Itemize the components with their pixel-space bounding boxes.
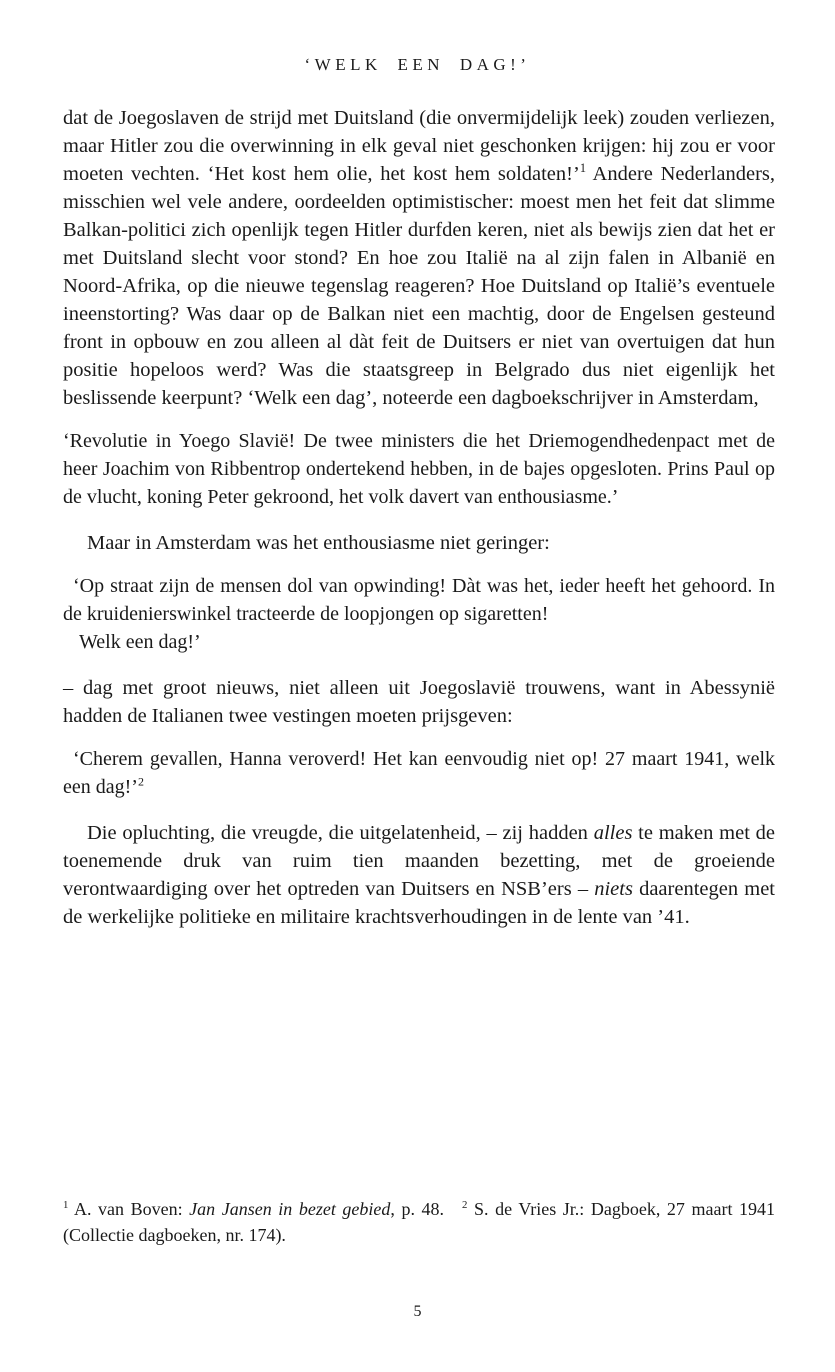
text-run: A. van Boven: — [68, 1199, 190, 1219]
text-run: , p. 48. — [390, 1199, 463, 1219]
footnote-marker: 1 — [579, 161, 586, 176]
text-run: Welk een dag!’ — [79, 631, 201, 653]
italic-text: alles — [593, 822, 633, 844]
body-paragraph — [63, 104, 775, 412]
text-run: Andere Nederlanders, misschien wel vele andere, oordeelden optimistischer: moest men het feit dat slimme Balkan-politici zich openlijk tegen Hitler durfden keren, niet als bewijs zien dat het er met Duitsland slecht voor stond? En hoe zou Italië na al zijn falen in Albanië en Noord-Afrika, op die nieuwe tegenslag reageren? Hoe Duitsland op Italië’s eventuele ineenstorting? Was daar op de Balkan niet een machtig, door de Engelsen gesteund front in opbouw en zou alleen al dàt feit de Duitsers er niet van overtuigen dat hun positie hopeloos werd? Was die staatsgreep in Belgrado dus niet eigenlijk het beslissende keerpunt? ‘Welk een dag’, noteerde een dagboekschrijver in Amsterdam, — [63, 163, 775, 409]
italic-text: Jan Jansen in bezet gebied — [189, 1199, 391, 1219]
text-run: te maken met de toenemende druk van ruim tien maanden bezetting, met de groeiende verontwaardiging over het optreden van Duitsers en NSB’ers – — [63, 822, 775, 900]
block-quote — [63, 628, 775, 656]
body-paragraph — [63, 674, 775, 730]
text-block — [63, 104, 775, 931]
footnote-marker: 2 — [462, 1199, 468, 1211]
running-head: ‘WELK EEN DAG!’ — [304, 55, 531, 74]
italic-text: niets — [594, 878, 633, 900]
block-quote — [63, 745, 775, 801]
text-run: ‘Cherem gevallen, Hanna veroverd! Het kan eenvoudig niet op! 27 maart 1941, welk een dag!’ — [63, 748, 775, 798]
text-run: ‘Op straat zijn de mensen dol van opwinding! Dàt was het, ieder heeft het gehoord. In de kruidenierswinkel tracteerde de loopjongen op sigaretten! — [63, 575, 775, 625]
text-run: daarentegen met de werkelijke politieke en militaire krachtsverhoudingen in de lente van ’41. — [63, 878, 775, 928]
footnotes — [63, 1196, 775, 1248]
block-quote — [63, 572, 775, 628]
text-run: S. de Vries Jr.: Dagboek, 27 maart 1941 (Collectie dagboeken, nr. 174). — [63, 1199, 776, 1245]
page-number: 5 — [413, 1303, 422, 1320]
body-paragraph — [63, 529, 775, 557]
text-run: Maar in Amsterdam was het enthousiasme niet geringer: — [87, 532, 550, 554]
footnote-marker: 2 — [137, 774, 144, 789]
block-quote — [63, 427, 775, 511]
text-run: – dag met groot nieuws, niet alleen uit Joegoslavië trouwens, want in Abessynië hadden de Italianen twee vestingen moeten prijsgeven: — [63, 677, 775, 727]
footnote-marker: 1 — [63, 1199, 69, 1211]
text-run: dat de Joegoslaven de strijd met Duitsland (die onvermijdelijk leek) zouden verliezen, maar Hitler zou die overwinning in elk geval niet geschonken krijgen: hij zou er voor moeten vechten. ‘Het kost hem olie, het kost hem soldaten!’ — [63, 107, 775, 185]
text-run: ‘Revolutie in Yoego Slavië! De twee ministers die het Driemogendhedenpact met de heer Joachim von Ribbentrop ondertekend hebben, in de bajes opgesloten. Prins Paul op de vlucht, koning Peter gekroond, het volk davert van enthousiasme.’ — [63, 430, 775, 508]
text-run: Die opluchting, die vreugde, die uitgelatenheid, – zij hadden — [87, 822, 594, 844]
body-paragraph — [63, 819, 775, 931]
